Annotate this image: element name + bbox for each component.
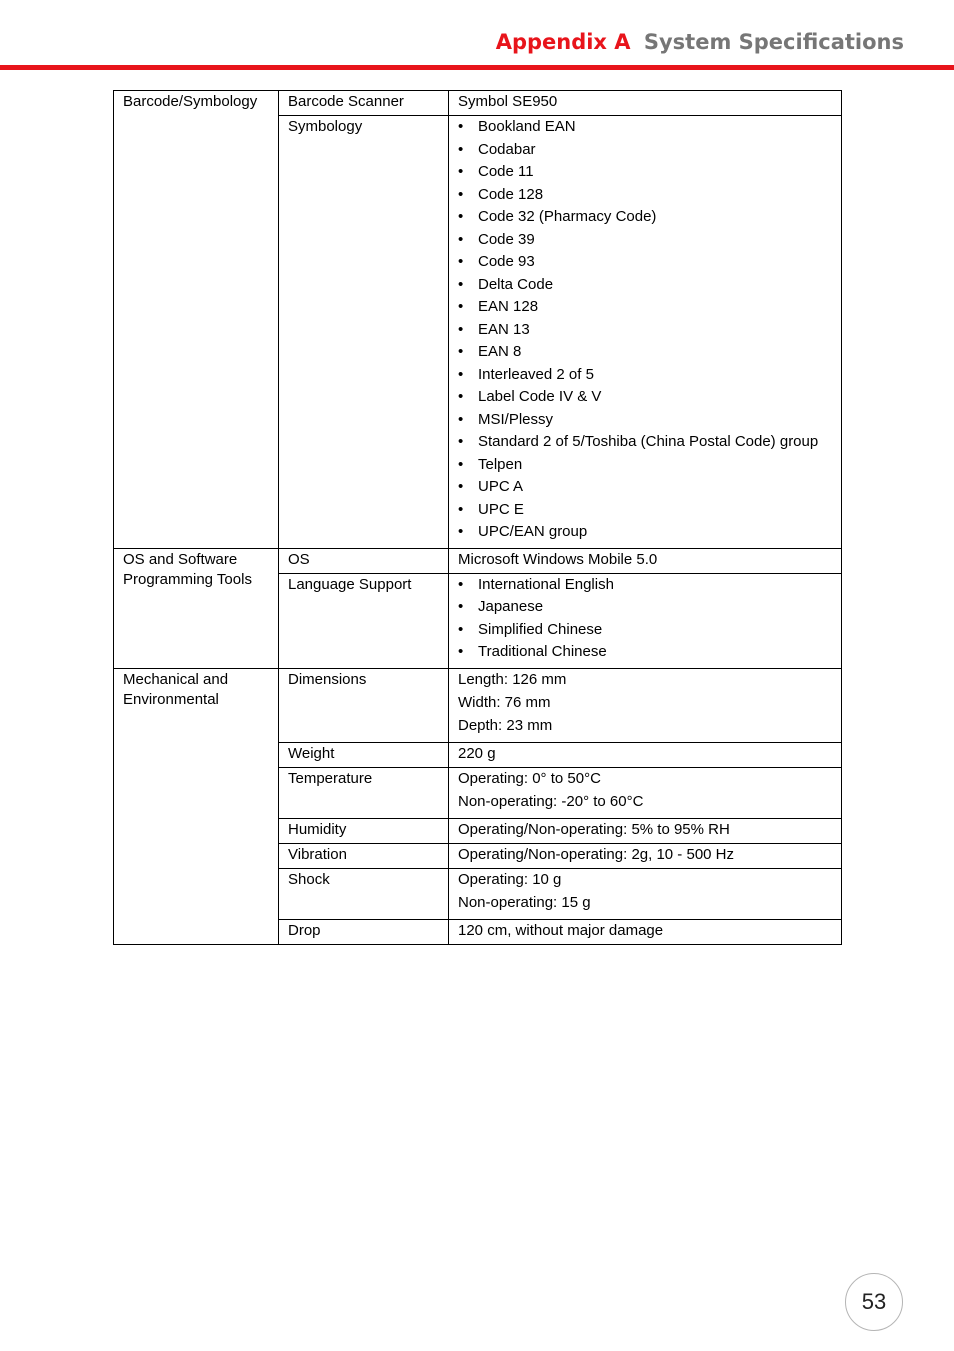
- value-line: Non-operating: -20° to 60°C: [458, 792, 644, 810]
- table-row: [114, 668, 842, 742]
- spec-name: OS: [279, 548, 449, 573]
- spec-name: Shock: [279, 868, 449, 919]
- value-line: Length: 126 mm: [458, 670, 567, 688]
- spec-name: Vibration: [279, 843, 449, 868]
- list-item: • Bookland EAN: [458, 117, 833, 137]
- list-item: • Standard 2 of 5/Toshiba (China Postal Code) group: [458, 432, 833, 452]
- list-item: • Japanese: [458, 597, 833, 617]
- category-cell: OS and Software Programming Tools: [114, 548, 279, 668]
- header-rule: [0, 65, 954, 70]
- spec-name: Temperature: [279, 767, 449, 818]
- list-item: • UPC E: [458, 500, 833, 520]
- spec-name: Dimensions: [279, 668, 449, 742]
- value-line: Operating: 0° to 50°C: [458, 769, 601, 787]
- value-line: Depth: 23 mm: [458, 716, 553, 734]
- appendix-label: Appendix A: [495, 30, 631, 54]
- spec-name: Weight: [279, 742, 449, 767]
- spec-name: Barcode Scanner: [279, 91, 449, 116]
- category-cell: Barcode/Symbology: [114, 91, 279, 549]
- spec-name: Language Support: [279, 573, 449, 668]
- language-list: [458, 575, 833, 663]
- list-item: • Delta Code: [458, 275, 833, 295]
- list-item: • Code 93: [458, 252, 833, 272]
- spec-value: Symbol SE950: [449, 91, 842, 116]
- spec-value: [449, 868, 842, 919]
- page-header: [496, 30, 904, 54]
- page-number: 53: [845, 1273, 903, 1331]
- spec-value: Operating/Non-operating: 2g, 10 - 500 Hz: [449, 843, 842, 868]
- spec-value: Operating/Non-operating: 5% to 95% RH: [449, 818, 842, 843]
- list-item: • EAN 13: [458, 320, 833, 340]
- spec-value: [449, 668, 842, 742]
- list-item: • EAN 8: [458, 342, 833, 362]
- spec-value: [449, 116, 842, 549]
- symbology-list: [458, 117, 833, 542]
- spec-name: Symbology: [279, 116, 449, 549]
- list-item: • International English: [458, 575, 833, 595]
- list-item: • Telpen: [458, 455, 833, 475]
- category-cell: Mechanical and Environmental: [114, 668, 279, 944]
- list-item: • Simplified Chinese: [458, 620, 833, 640]
- list-item: • Traditional Chinese: [458, 642, 833, 662]
- value-line: Width: 76 mm: [458, 693, 551, 711]
- list-item: • EAN 128: [458, 297, 833, 317]
- value-line: Non-operating: 15 g: [458, 893, 591, 911]
- list-item: • MSI/Plessy: [458, 410, 833, 430]
- value-line: Operating: 10 g: [458, 870, 562, 888]
- list-item: • Code 39: [458, 230, 833, 250]
- spec-value: [449, 767, 842, 818]
- spec-value: [449, 573, 842, 668]
- list-item: • Code 32 (Pharmacy Code): [458, 207, 833, 227]
- spec-name: Drop: [279, 919, 449, 944]
- spec-value: Microsoft Windows Mobile 5.0: [449, 548, 842, 573]
- spec-value: 220 g: [449, 742, 842, 767]
- table-row: [114, 548, 842, 573]
- spec-name: Humidity: [279, 818, 449, 843]
- list-item: • Code 128: [458, 185, 833, 205]
- table-row: [114, 91, 842, 116]
- list-item: • Code 11: [458, 162, 833, 182]
- list-item: • UPC A: [458, 477, 833, 497]
- spec-value: 120 cm, without major damage: [449, 919, 842, 944]
- chapter-title: System Specifications: [643, 30, 904, 54]
- spec-table: [113, 90, 842, 945]
- list-item: • Interleaved 2 of 5: [458, 365, 833, 385]
- list-item: • UPC/EAN group: [458, 522, 833, 542]
- list-item: • Label Code IV & V: [458, 387, 833, 407]
- list-item: • Codabar: [458, 140, 833, 160]
